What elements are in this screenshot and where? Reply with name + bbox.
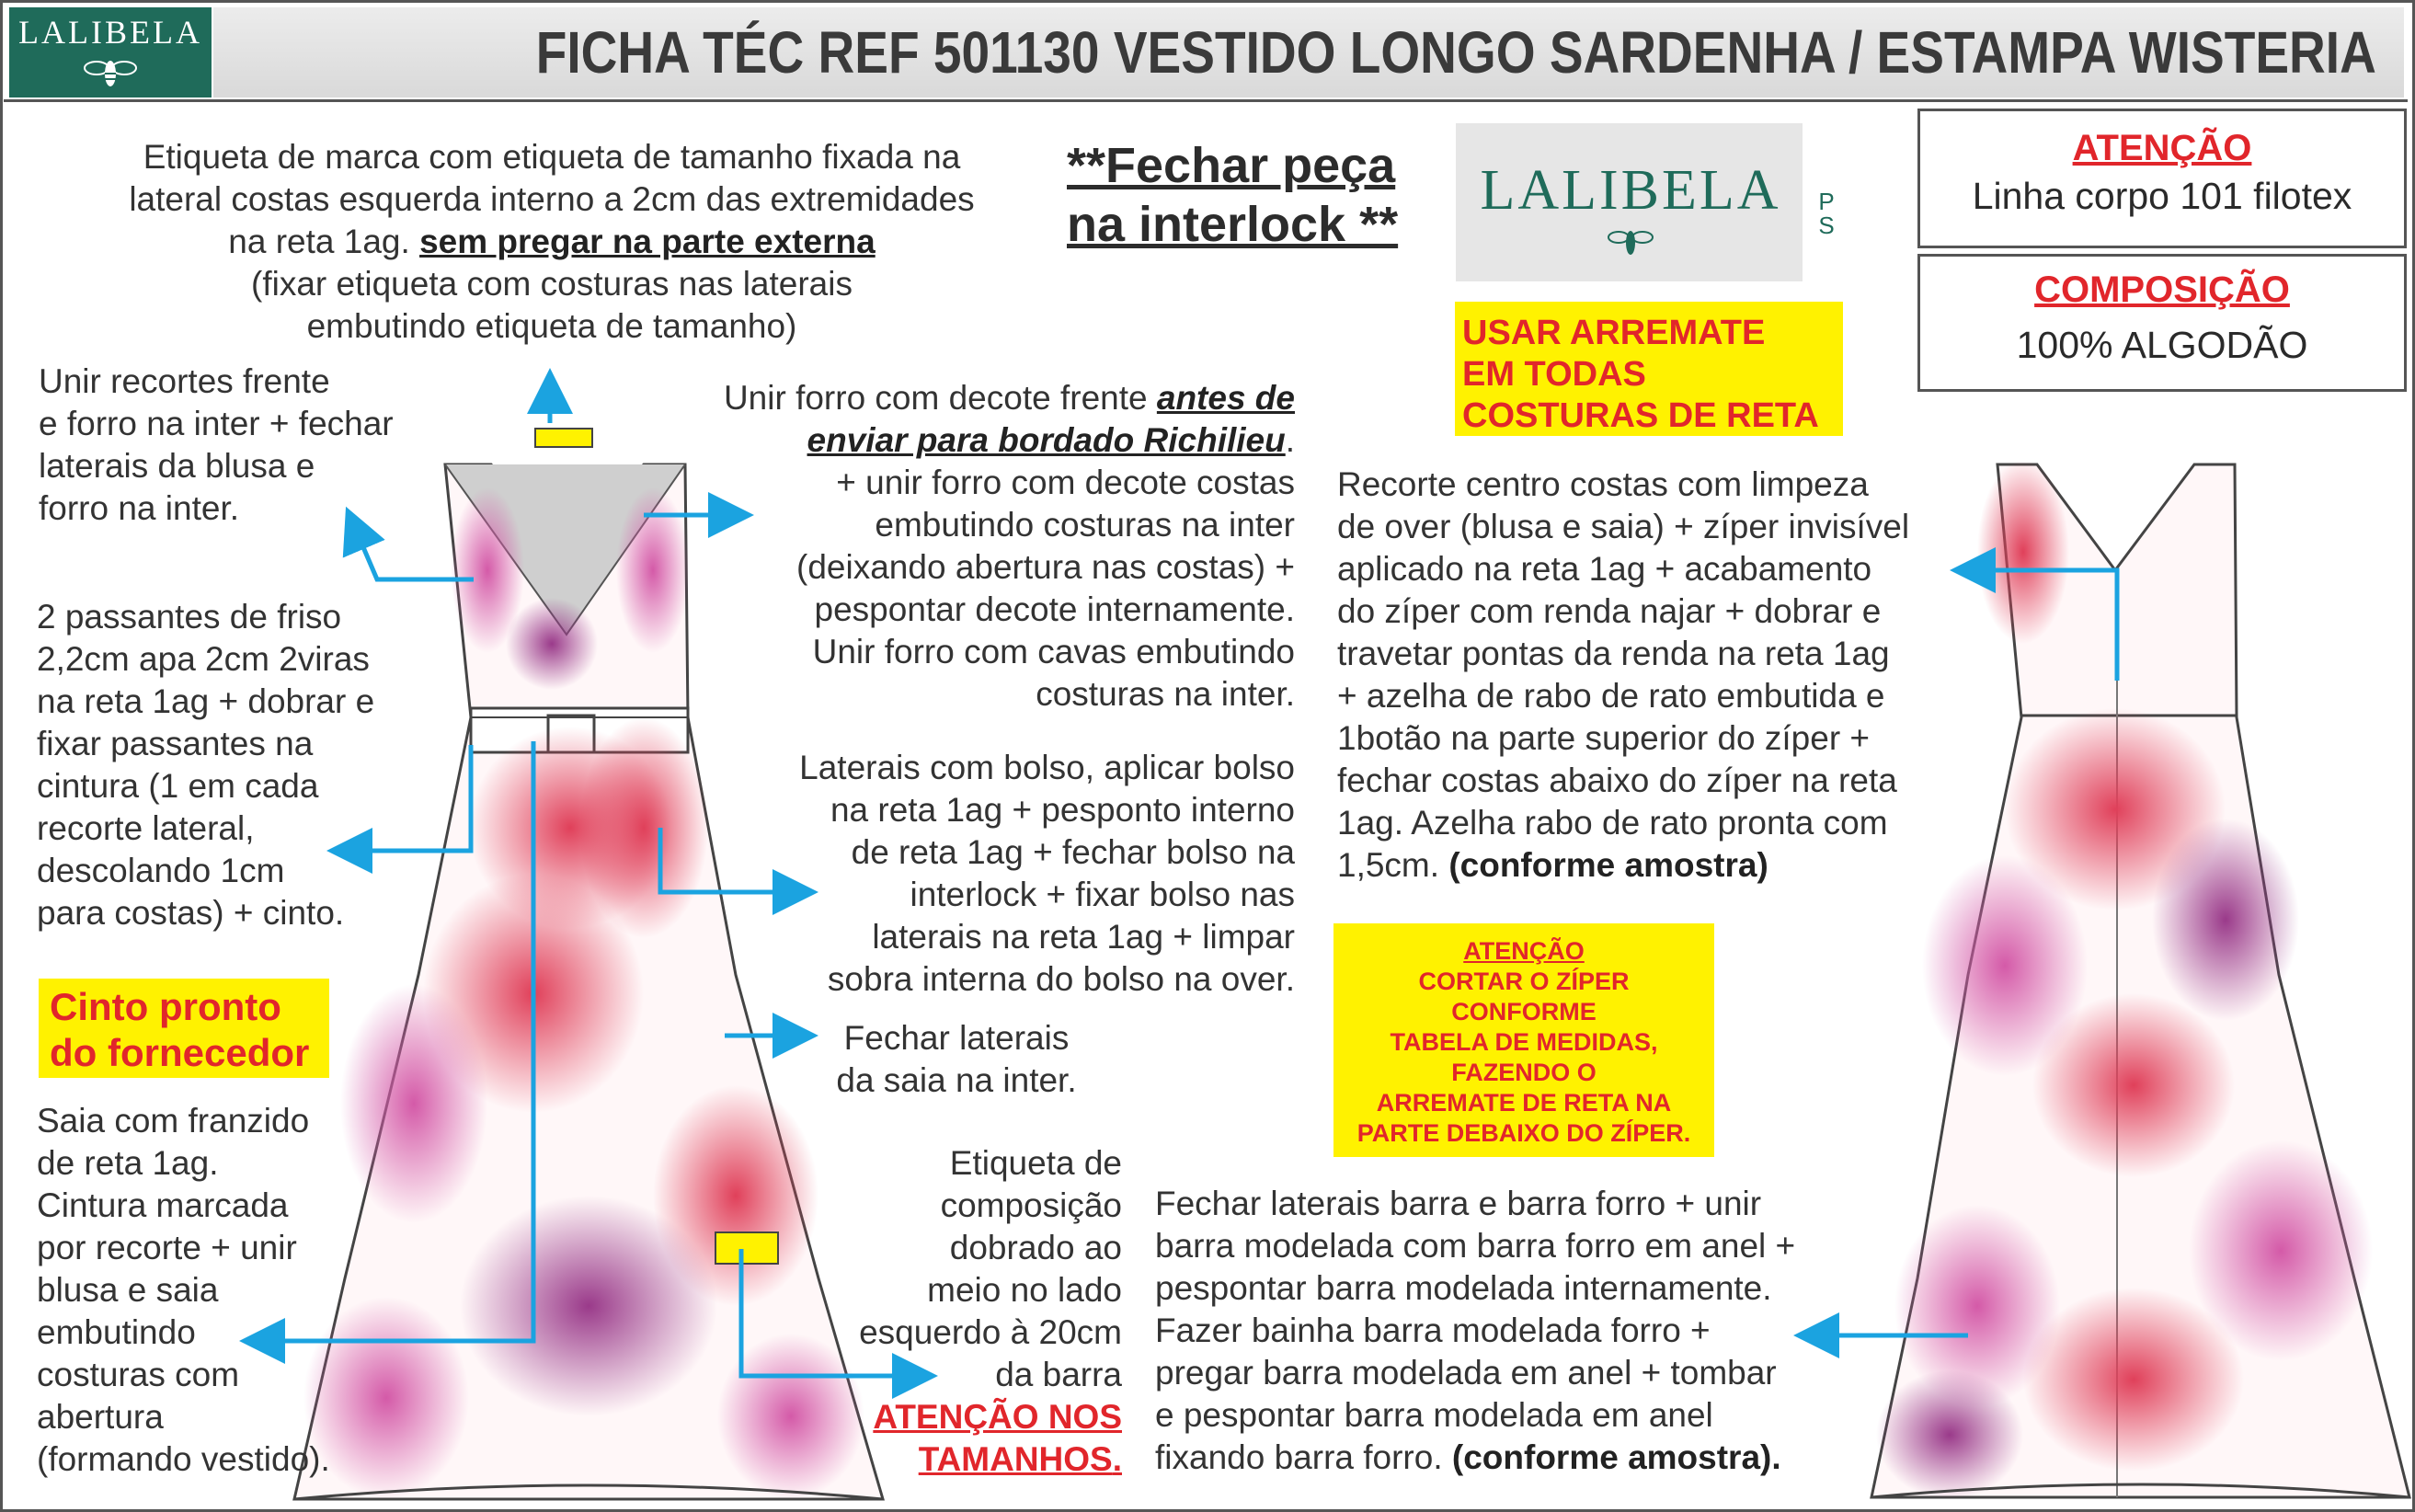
note-line: interlock + fixar bolso nas: [910, 876, 1295, 913]
note-line: 1,5cm.: [1337, 846, 1440, 884]
composition-box: [1917, 254, 2407, 392]
warning-cinto-line: do fornecedor: [50, 1031, 310, 1074]
note-line: Unir recortes frente: [39, 362, 330, 400]
note-atencao-tamanhos-dot: .: [1112, 1440, 1122, 1478]
note-line: + azelha de rabo de rato embutida e: [1337, 677, 1885, 715]
note-emphasis: enviar para bordado Richilieu: [807, 421, 1286, 459]
size-tag-s: S: [1818, 212, 1835, 239]
note-line: (formando vestido).: [37, 1440, 330, 1478]
page-title: FICHA TÉC REF 501130 VESTIDO LONGO SARDENHA / ESTAMPA WISTERIA: [535, 19, 2376, 86]
note-line: fixar passantes na: [37, 725, 314, 762]
warning-zipper-line: PARTE DEBAIXO DO ZÍPER.: [1356, 1119, 1691, 1147]
note-line: Laterais com bolso, aplicar bolso: [799, 749, 1295, 786]
note-interlock: [1067, 136, 1435, 254]
note-line: Cintura marcada: [37, 1186, 289, 1224]
note-line: pespontar decote internamente.: [814, 590, 1295, 628]
brand-logo-text: LALIBELA: [18, 14, 202, 51]
note-line: composição: [940, 1186, 1122, 1224]
note-line: dobrado ao: [949, 1229, 1122, 1266]
note-line: pespontar barra modelada internamente.: [1155, 1269, 1772, 1307]
warning-cinto-line: Cinto pronto: [50, 985, 281, 1028]
note-line: Unir forro com decote frente: [723, 379, 1148, 417]
warning-arremate: [1455, 302, 1843, 436]
note-line: e forro na inter + fechar: [39, 405, 394, 442]
warning-zipper-line: CONFORME: [1451, 998, 1597, 1025]
note-line: da saia na inter.: [836, 1061, 1077, 1099]
note-barra: [1155, 1183, 1872, 1479]
brand-logo-secondary: [1456, 123, 1803, 281]
note-line: pregar barra modelada em anel + tombar: [1155, 1354, 1777, 1392]
note-brand-label: [64, 136, 1039, 348]
composition-value: 100% ALGODÃO: [2016, 324, 2308, 366]
note-line: 1ag. Azelha rabo de rato pronta com: [1337, 804, 1888, 842]
note-brand-label-line: na reta 1ag.: [228, 223, 410, 260]
note-line: fechar costas abaixo do zíper na reta: [1337, 762, 1897, 799]
warning-zipper-line: ARREMATE DE RETA NA: [1376, 1089, 1672, 1117]
composition-title: COMPOSIÇÃO: [2034, 269, 2290, 310]
warning-zipper-title: ATENÇÃO: [1463, 937, 1585, 965]
note-line: recorte lateral,: [37, 809, 255, 847]
note-line: descolando 1cm: [37, 852, 285, 889]
note-line: meio no lado: [927, 1271, 1122, 1309]
bee-icon: [1603, 223, 1658, 259]
size-tag-p: P: [1818, 188, 1835, 215]
note-line: costuras com: [37, 1356, 240, 1393]
note-brand-label-line: embutindo etiqueta de tamanho): [306, 307, 797, 345]
note-recorte-costas: [1337, 464, 1981, 887]
attention-title: ATENÇÃO: [2072, 128, 2252, 168]
note-line: e pespontar barra modelada em anel: [1155, 1396, 1713, 1434]
warning-arremate-line: EM TODAS: [1462, 355, 1646, 394]
warning-zipper-line: FAZENDO O: [1451, 1059, 1597, 1086]
note-unir-recortes: [39, 361, 462, 530]
note-line: blusa e saia: [37, 1271, 219, 1309]
note-line: 1botão na parte superior do zíper +: [1337, 719, 1871, 757]
note-line: forro na inter.: [39, 489, 240, 527]
note-emphasis: (conforme amostra): [1448, 846, 1768, 884]
note-line: embutindo costuras na inter: [875, 506, 1295, 544]
note-fechar-laterais-saia: [809, 1017, 1104, 1102]
note-saia: [37, 1100, 368, 1481]
note-line: de reta 1ag.: [37, 1144, 219, 1182]
note-brand-label-line: Etiqueta de marca com etiqueta de tamanho fixada na: [143, 138, 961, 176]
size-tag: [1804, 189, 1848, 241]
note-line: .: [1285, 421, 1295, 459]
note-line: Saia com franzido: [37, 1102, 310, 1140]
warning-arremate-line: COSTURAS DE RETA: [1462, 396, 1819, 435]
note-line: abertura: [37, 1398, 164, 1436]
warning-cinto: [39, 979, 329, 1078]
note-line: cintura (1 em cada: [37, 767, 319, 805]
note-line: Etiqueta de: [949, 1144, 1122, 1182]
note-line: Fechar laterais: [843, 1019, 1070, 1057]
note-line: por recorte + unir: [37, 1229, 297, 1266]
note-line: (deixando abertura nas costas) +: [796, 548, 1295, 586]
note-atencao-tamanhos: ATENÇÃO NOS: [873, 1398, 1122, 1436]
note-line: do zíper com renda najar + dobrar e: [1337, 592, 1882, 630]
note-line: laterais na reta 1ag + limpar: [872, 918, 1295, 956]
note-etiqueta-composicao: [809, 1142, 1122, 1481]
note-unir-forro: [625, 377, 1295, 716]
note-line: 2 passantes de friso: [37, 598, 342, 636]
note-line: Fechar laterais barra e barra forro + unir: [1155, 1185, 1762, 1222]
note-laterais-bolso: [727, 747, 1295, 1001]
note-emphasis: (conforme amostra).: [1451, 1438, 1781, 1476]
note-line: da barra: [995, 1356, 1122, 1393]
note-line: + unir forro com decote costas: [836, 464, 1295, 501]
note-line: costuras na inter.: [1036, 675, 1295, 713]
note-line: laterais da blusa e: [39, 447, 315, 485]
note-interlock-line: **Fechar peça: [1067, 138, 1396, 193]
note-brand-label-line: (fixar etiqueta com costuras nas laterais: [251, 265, 853, 303]
warning-arremate-line: USAR ARREMATE: [1462, 314, 1766, 352]
attention-box: [1917, 109, 2407, 248]
note-line: fixando barra forro.: [1155, 1438, 1443, 1476]
note-line: aplicado na reta 1ag + acabamento: [1337, 550, 1872, 588]
note-line: sobra interna do bolso na over.: [827, 960, 1295, 998]
note-line: Fazer bainha barra modelada forro +: [1155, 1312, 1711, 1349]
warning-zipper-line: TABELA DE MEDIDAS,: [1390, 1028, 1658, 1056]
composition-label-marker: [715, 1232, 778, 1264]
note-emphasis: antes de: [1156, 379, 1295, 417]
note-line: 2,2cm apa 2cm 2viras: [37, 640, 370, 678]
note-line: para costas) + cinto.: [37, 894, 345, 932]
brand-label-marker: [535, 429, 592, 447]
note-line: barra modelada com barra forro em anel +: [1155, 1227, 1796, 1265]
brand-logo-secondary-text: LALIBELA: [1480, 159, 1781, 222]
note-line: na reta 1ag + pesponto interno: [830, 791, 1295, 829]
note-line: Unir forro com cavas embutindo: [812, 633, 1295, 670]
note-line: travetar pontas da renda na reta 1ag: [1337, 635, 1890, 672]
note-brand-label-line: lateral costas esquerda interno a 2cm das extremidades: [129, 180, 975, 218]
note-atencao-tamanhos: TAMANHOS: [918, 1440, 1113, 1478]
note-line: de over (blusa e saia) + zíper invisível: [1337, 508, 1910, 545]
note-line: de reta 1ag + fechar bolso na: [851, 833, 1295, 871]
note-line: na reta 1ag + dobrar e: [37, 682, 375, 720]
note-line: Recorte centro costas com limpeza: [1337, 465, 1869, 503]
warning-zipper-line: CORTAR O ZÍPER: [1418, 968, 1630, 995]
note-line: esquerdo à 20cm: [859, 1313, 1122, 1351]
warning-zipper: [1333, 923, 1714, 1157]
note-interlock-line: na interlock **: [1067, 197, 1399, 252]
note-passantes: [37, 596, 441, 934]
note-line: embutindo: [37, 1313, 196, 1351]
attention-value: Linha corpo 101 filotex: [1972, 175, 2352, 217]
note-brand-label-emphasis: sem pregar na parte externa: [419, 223, 876, 260]
